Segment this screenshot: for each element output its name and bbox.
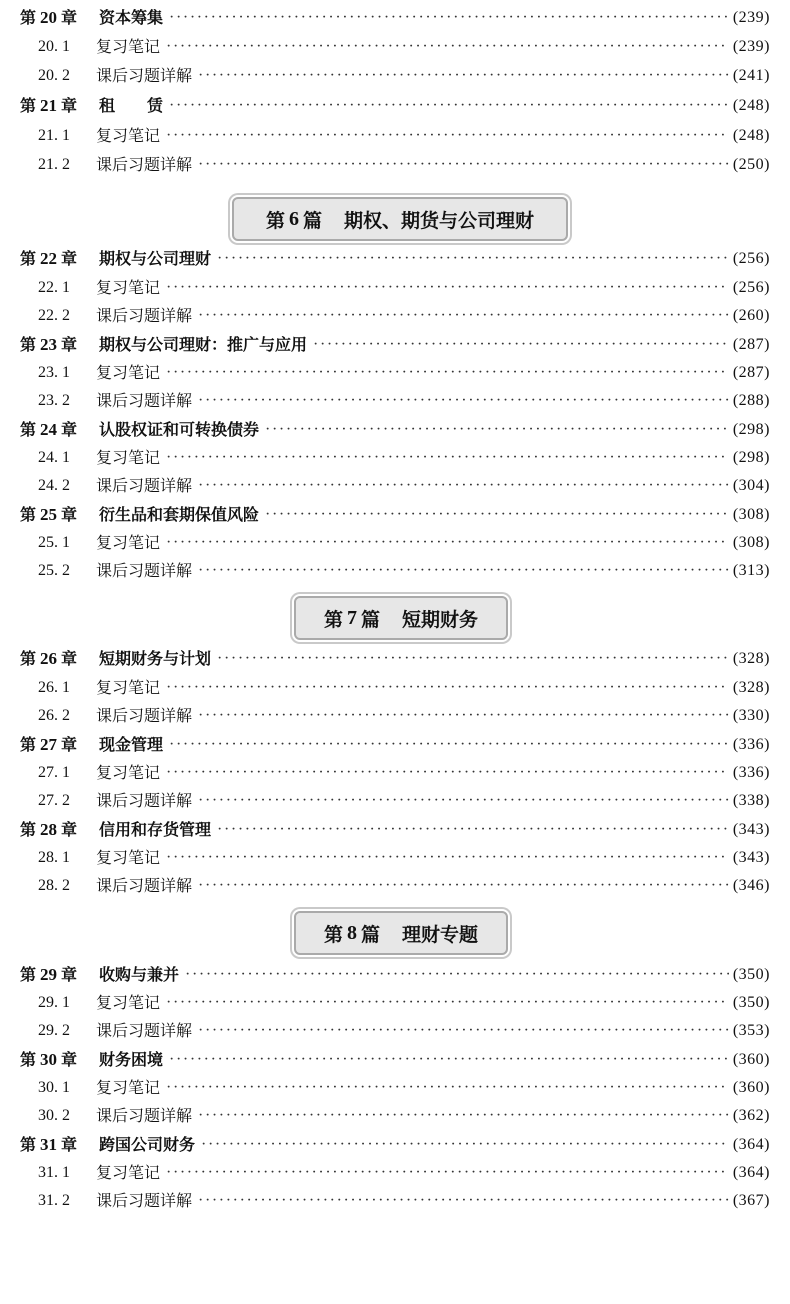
section-number: 29. 1: [38, 994, 70, 1011]
chapter-entry[interactable]: [20, 648, 770, 670]
section-number: 31. 2: [38, 1192, 70, 1209]
chapter-entry[interactable]: [20, 1134, 770, 1156]
section-number: 31. 1: [38, 1164, 70, 1181]
section-entry[interactable]: [38, 390, 770, 412]
chapter-prefix: 第: [20, 249, 37, 268]
section-entry[interactable]: [38, 1162, 770, 1184]
chapter-title: 衍生品和套期保值风险: [99, 505, 260, 524]
chapter-number: 21: [40, 96, 58, 115]
section-title: 复习笔记: [96, 278, 161, 297]
chapter-prefix: 第: [20, 649, 37, 668]
part-prefix: 第: [265, 209, 285, 232]
section-entry[interactable]: [38, 790, 770, 812]
page-number: (360): [732, 1079, 770, 1096]
part-title: 短期财务: [402, 608, 479, 631]
chapter-suffix: 章: [61, 505, 78, 524]
section-number: 22. 1: [38, 279, 70, 296]
chapter-title: 期权与公司理财: [99, 249, 212, 268]
section-number: 26. 2: [38, 707, 70, 724]
part-number: 6: [288, 207, 299, 230]
part-suffix: 篇: [360, 923, 380, 946]
page-number: (360): [732, 1051, 770, 1068]
dot-leader: [166, 1162, 729, 1184]
chapter-prefix: 第: [20, 96, 37, 115]
page-number: (250): [732, 156, 770, 173]
section-title: 复习笔记: [96, 126, 161, 145]
section-number: 25. 2: [38, 562, 70, 579]
section-title: 复习笔记: [96, 763, 161, 782]
chapter-suffix: 章: [61, 965, 78, 984]
section-title: 复习笔记: [96, 448, 161, 467]
section-entry[interactable]: [38, 1190, 770, 1212]
section-number: 30. 1: [38, 1079, 70, 1096]
chapter-number: 30: [40, 1050, 58, 1069]
page-number: (260): [732, 307, 770, 324]
dot-leader: [198, 705, 729, 727]
part-heading: [294, 596, 508, 640]
chapter-entry[interactable]: [20, 7, 770, 29]
section-number: 30. 2: [38, 1107, 70, 1124]
page-number: (239): [732, 38, 770, 55]
section-entry[interactable]: [38, 1077, 770, 1099]
section-title: 课后习题详解: [96, 391, 193, 410]
dot-leader: [198, 875, 729, 897]
dot-leader: [169, 1049, 729, 1071]
part-title: 期权、期货与公司理财: [344, 209, 535, 232]
section-entry[interactable]: [38, 677, 770, 699]
section-title: 课后习题详解: [96, 876, 193, 895]
dot-leader: [166, 125, 729, 147]
chapter-number: 28: [40, 820, 58, 839]
section-entry[interactable]: [38, 875, 770, 897]
section-title: 课后习题详解: [96, 1021, 193, 1040]
chapter-label: [20, 1049, 77, 1071]
page-number: (353): [732, 1022, 770, 1039]
section-number: 25. 1: [38, 534, 70, 551]
part-suffix: 篇: [302, 209, 322, 232]
section-number: 20. 1: [38, 38, 70, 55]
dot-leader: [198, 475, 729, 497]
chapter-number: 27: [40, 735, 58, 754]
chapter-label: [20, 419, 77, 441]
section-entry[interactable]: [38, 705, 770, 727]
part-prefix: 第: [323, 608, 343, 631]
section-title: 复习笔记: [96, 848, 161, 867]
dot-leader: [166, 847, 729, 869]
chapter-entry[interactable]: [20, 819, 770, 841]
part-heading: [294, 911, 508, 955]
part-number: 8: [346, 921, 357, 944]
section-entry[interactable]: [38, 154, 770, 176]
section-entry[interactable]: [38, 305, 770, 327]
dot-leader: [198, 305, 729, 327]
section-entry[interactable]: [38, 762, 770, 784]
page-number: (287): [732, 364, 770, 381]
page-number: (362): [732, 1107, 770, 1124]
dot-leader: [169, 95, 729, 117]
chapter-suffix: 章: [61, 335, 78, 354]
page-number: (346): [732, 877, 770, 894]
chapter-entry[interactable]: [20, 248, 770, 270]
section-title: 复习笔记: [96, 678, 161, 697]
dot-leader: [198, 154, 729, 176]
chapter-title: 租 赁: [99, 96, 164, 115]
section-entry[interactable]: [38, 362, 770, 384]
chapter-suffix: 章: [61, 8, 78, 27]
chapter-number: 29: [40, 965, 58, 984]
page-number: (328): [732, 679, 770, 696]
dot-leader: [166, 277, 729, 299]
section-title: 课后习题详解: [96, 706, 193, 725]
page-number: (338): [732, 792, 770, 809]
page-number: (308): [732, 534, 770, 551]
page-number: (336): [732, 736, 770, 753]
section-title: 课后习题详解: [96, 155, 193, 174]
dot-leader: [166, 447, 729, 469]
page-number: (287): [732, 336, 770, 353]
chapter-prefix: 第: [20, 8, 37, 27]
section-entry[interactable]: [38, 532, 770, 554]
dot-leader: [198, 1020, 729, 1042]
dot-leader: [185, 964, 729, 986]
chapter-entry[interactable]: [20, 334, 770, 356]
chapter-title: 信用和存货管理: [99, 820, 212, 839]
section-number: 21. 2: [38, 156, 70, 173]
chapter-number: 25: [40, 505, 58, 524]
dot-leader: [166, 36, 729, 58]
page-number: (256): [732, 250, 770, 267]
section-number: 23. 2: [38, 392, 70, 409]
page-number: (336): [732, 764, 770, 781]
section-number: 22. 2: [38, 307, 70, 324]
part-prefix: 第: [323, 923, 343, 946]
section-number: 26. 1: [38, 679, 70, 696]
section-title: 课后习题详解: [96, 561, 193, 580]
section-entry[interactable]: [38, 277, 770, 299]
section-number: 24. 1: [38, 449, 70, 466]
page-number: (298): [732, 449, 770, 466]
chapter-title: 短期财务与计划: [99, 649, 212, 668]
section-entry[interactable]: [38, 447, 770, 469]
section-number: 21. 1: [38, 127, 70, 144]
chapter-label: [20, 1134, 77, 1156]
section-number: 29. 2: [38, 1022, 70, 1039]
section-title: 课后习题详解: [96, 791, 193, 810]
section-title: 课后习题详解: [96, 1191, 193, 1210]
section-number: 28. 1: [38, 849, 70, 866]
chapter-entry[interactable]: [20, 964, 770, 986]
dot-leader: [217, 819, 729, 841]
dot-leader: [166, 992, 729, 1014]
section-entry[interactable]: [38, 847, 770, 869]
chapter-label: [20, 7, 77, 29]
dot-leader: [166, 362, 729, 384]
page-number: (313): [732, 562, 770, 579]
page-number: (288): [732, 392, 770, 409]
dot-leader: [198, 65, 729, 87]
page-number: (308): [732, 506, 770, 523]
chapter-prefix: 第: [20, 820, 37, 839]
dot-leader: [265, 504, 729, 526]
page-number: (239): [732, 9, 770, 26]
chapter-number: 23: [40, 335, 58, 354]
dot-leader: [313, 334, 729, 356]
chapter-number: 31: [40, 1135, 58, 1154]
dot-leader: [166, 532, 729, 554]
dot-leader: [217, 648, 729, 670]
dot-leader: [198, 390, 729, 412]
chapter-entry[interactable]: [20, 504, 770, 526]
chapter-title: 跨国公司财务: [99, 1135, 196, 1154]
chapter-suffix: 章: [61, 420, 78, 439]
dot-leader: [198, 560, 729, 582]
section-title: 复习笔记: [96, 363, 161, 382]
dot-leader: [201, 1134, 729, 1156]
dot-leader: [198, 1190, 729, 1212]
chapter-prefix: 第: [20, 420, 37, 439]
chapter-prefix: 第: [20, 1135, 37, 1154]
chapter-suffix: 章: [61, 820, 78, 839]
page-number: (241): [732, 67, 770, 84]
chapter-number: 26: [40, 649, 58, 668]
chapter-label: [20, 248, 77, 270]
chapter-entry[interactable]: [20, 419, 770, 441]
page-number: (350): [732, 966, 770, 983]
part-heading: [232, 197, 568, 241]
chapter-label: [20, 734, 77, 756]
chapter-number: 20: [40, 8, 58, 27]
dot-leader: [198, 790, 729, 812]
chapter-label: [20, 504, 77, 526]
section-entry[interactable]: [38, 1105, 770, 1127]
chapter-title: 认股权证和可转换债券: [99, 420, 260, 439]
chapter-suffix: 章: [61, 1135, 78, 1154]
section-title: 复习笔记: [96, 1163, 161, 1182]
page-number: (298): [732, 421, 770, 438]
section-title: 课后习题详解: [96, 1106, 193, 1125]
chapter-suffix: 章: [61, 735, 78, 754]
chapter-prefix: 第: [20, 505, 37, 524]
section-number: 27. 1: [38, 764, 70, 781]
page-number: (330): [732, 707, 770, 724]
section-entry[interactable]: [38, 125, 770, 147]
chapter-prefix: 第: [20, 335, 37, 354]
dot-leader: [166, 1077, 729, 1099]
page-number: (304): [732, 477, 770, 494]
section-title: 课后习题详解: [96, 476, 193, 495]
section-number: 27. 2: [38, 792, 70, 809]
dot-leader: [217, 248, 729, 270]
chapter-suffix: 章: [61, 96, 78, 115]
section-number: 24. 2: [38, 477, 70, 494]
section-number: 28. 2: [38, 877, 70, 894]
section-title: 复习笔记: [96, 37, 161, 56]
page-number: (248): [732, 127, 770, 144]
chapter-label: [20, 334, 77, 356]
chapter-prefix: 第: [20, 965, 37, 984]
dot-leader: [166, 762, 729, 784]
chapter-title: 收购与兼并: [99, 965, 180, 984]
section-entry[interactable]: [38, 560, 770, 582]
section-number: 23. 1: [38, 364, 70, 381]
section-number: 20. 2: [38, 67, 70, 84]
section-title: 课后习题详解: [96, 66, 193, 85]
chapter-title: 期权与公司理财：推广与应用: [99, 335, 308, 354]
dot-leader: [169, 7, 729, 29]
page-number: (248): [732, 97, 770, 114]
section-entry[interactable]: [38, 36, 770, 58]
chapter-suffix: 章: [61, 249, 78, 268]
chapter-title: 资本筹集: [99, 8, 164, 27]
dot-leader: [169, 734, 729, 756]
section-entry[interactable]: [38, 65, 770, 87]
chapter-label: [20, 648, 77, 670]
section-title: 复习笔记: [96, 993, 161, 1012]
dot-leader: [166, 677, 729, 699]
chapter-entry[interactable]: [20, 734, 770, 756]
section-entry[interactable]: [38, 1020, 770, 1042]
section-entry[interactable]: [38, 992, 770, 1014]
page-number: (343): [732, 849, 770, 866]
chapter-label: [20, 819, 77, 841]
page-number: (364): [732, 1164, 770, 1181]
chapter-entry[interactable]: [20, 1049, 770, 1071]
page-number: (256): [732, 279, 770, 296]
page-number: (367): [732, 1192, 770, 1209]
chapter-entry[interactable]: [20, 95, 770, 117]
section-title: 复习笔记: [96, 533, 161, 552]
section-title: 复习笔记: [96, 1078, 161, 1097]
chapter-suffix: 章: [61, 649, 78, 668]
chapter-prefix: 第: [20, 735, 37, 754]
chapter-label: [20, 964, 77, 986]
page-number: (350): [732, 994, 770, 1011]
chapter-title: 财务困境: [99, 1050, 164, 1069]
part-title: 理财专题: [402, 923, 479, 946]
page-number: (328): [732, 650, 770, 667]
chapter-label: [20, 95, 77, 117]
part-number: 7: [346, 606, 357, 629]
section-title: 课后习题详解: [96, 306, 193, 325]
dot-leader: [265, 419, 729, 441]
section-entry[interactable]: [38, 475, 770, 497]
part-suffix: 篇: [360, 608, 380, 631]
chapter-number: 24: [40, 420, 58, 439]
chapter-number: 22: [40, 249, 58, 268]
page-number: (343): [732, 821, 770, 838]
chapter-title: 现金管理: [99, 735, 164, 754]
page-number: (364): [732, 1136, 770, 1153]
chapter-suffix: 章: [61, 1050, 78, 1069]
dot-leader: [198, 1105, 729, 1127]
chapter-prefix: 第: [20, 1050, 37, 1069]
